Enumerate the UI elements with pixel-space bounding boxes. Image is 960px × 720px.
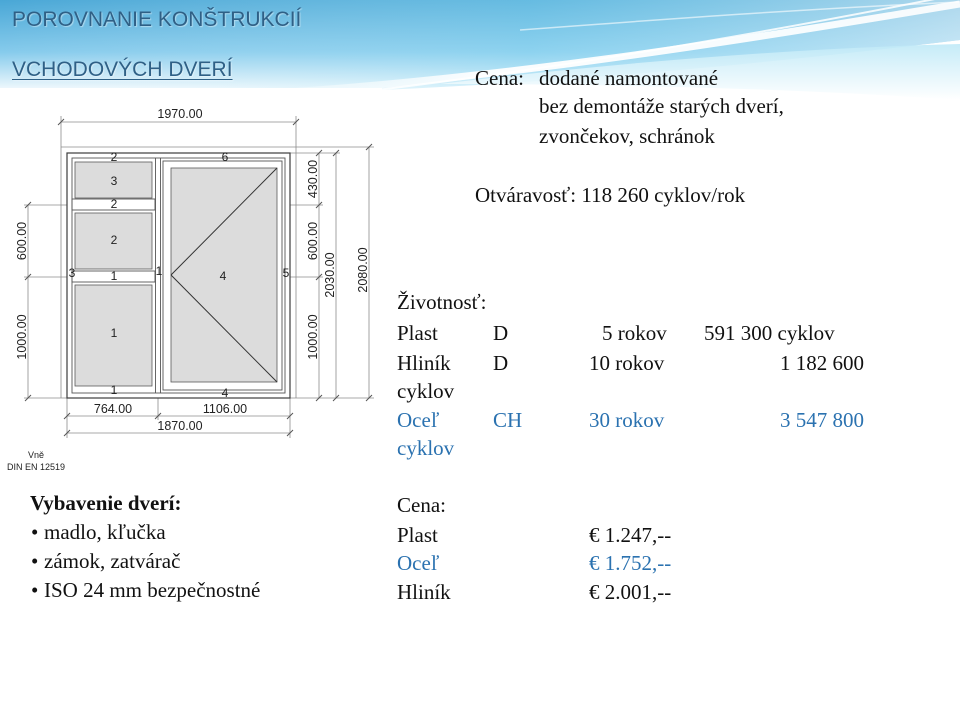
price-heading: Cena: (397, 493, 446, 517)
lifetime-class: CH (493, 408, 523, 432)
part-label: 4 (221, 386, 229, 400)
dimension-overall-width: 1970.00 (157, 107, 203, 121)
price-material: Plast (397, 523, 438, 547)
lifetime-cycles-unit: cyklov (397, 379, 455, 403)
equipment-item: ISO 24 mm bezpečnostné (44, 578, 261, 602)
lifetime-years: 10 rokov (589, 351, 665, 375)
lifetime-cycles: 1 182 600 (780, 351, 864, 375)
bullet-icon (31, 519, 38, 545)
lifetime-cycles: 591 300 cyklov (704, 321, 835, 345)
side-label: Vně (28, 450, 45, 460)
lifetime-material: Hliník (397, 351, 451, 375)
dimension-overall-height: 2080.00 (356, 247, 370, 293)
price-value: € 2.001,-- (589, 580, 672, 604)
lifetime-years: 30 rokov (589, 408, 665, 432)
dimension-frame-width: 1870.00 (157, 419, 203, 433)
price-material: Oceľ (397, 551, 440, 575)
part-label: 2 (110, 197, 118, 211)
part-label: 1 (155, 264, 163, 278)
price-note-label: Cena: (475, 66, 524, 90)
price-note-line: bez demontáže starých dverí, (539, 94, 784, 118)
part-label: 3 (110, 174, 118, 188)
dimension-left-middle: 600.00 (15, 221, 29, 261)
dimension-right-lower: 1000.00 (306, 314, 320, 360)
part-label: 5 (282, 266, 290, 280)
dimension-right-top: 430.00 (306, 159, 320, 199)
standard-label: DIN EN 12519 (7, 462, 66, 472)
bullet-icon (31, 577, 38, 603)
lifetime-cycles-unit: cyklov (397, 436, 455, 460)
price-material: Hliník (397, 580, 451, 604)
part-label: 1 (110, 326, 118, 340)
dimension-leaf-width: 1106.00 (202, 402, 248, 416)
slide-title-line-1: POROVNANIE KONŠTRUKCIÍ (12, 8, 302, 31)
dimension-right-middle: 600.00 (306, 221, 320, 261)
equipment-heading: Vybavenie dverí: (30, 491, 182, 515)
part-label: 6 (221, 150, 229, 164)
dimension-left-lower: 1000.00 (15, 314, 29, 360)
price-note-line: dodané namontované (539, 66, 719, 90)
lifetime-heading: Životnosť: (397, 290, 487, 314)
slide-title-line-2: VCHODOVÝCH DVERÍ (12, 58, 233, 81)
lifetime-cycles: 3 547 800 (780, 408, 864, 432)
part-label: 3 (68, 266, 76, 280)
door-technical-drawing (0, 88, 382, 476)
part-label: 1 (110, 383, 118, 397)
equipment-item: zámok, zatvárač (44, 549, 181, 573)
part-label: 4 (219, 269, 227, 283)
dimension-frame-height: 2030.00 (323, 252, 337, 298)
price-value: € 1.752,-- (589, 551, 672, 575)
lifetime-material: Plast (397, 321, 438, 345)
part-label: 2 (110, 150, 118, 164)
dimension-sidelight-width: 764.00 (93, 402, 133, 416)
equipment-item: madlo, kľučka (44, 520, 166, 544)
lifetime-class: D (493, 351, 509, 375)
lifetime-class: D (493, 321, 509, 345)
price-note-line: zvončekov, schránok (539, 124, 715, 148)
opening-frequency: Otváravosť: 118 260 cyklov/rok (475, 183, 746, 207)
lifetime-material: Oceľ (397, 408, 440, 432)
lifetime-years: 5 rokov (602, 321, 667, 345)
part-label: 1 (110, 269, 118, 283)
part-label: 2 (110, 233, 118, 247)
price-value: € 1.247,-- (589, 523, 672, 547)
bullet-icon (31, 548, 38, 574)
